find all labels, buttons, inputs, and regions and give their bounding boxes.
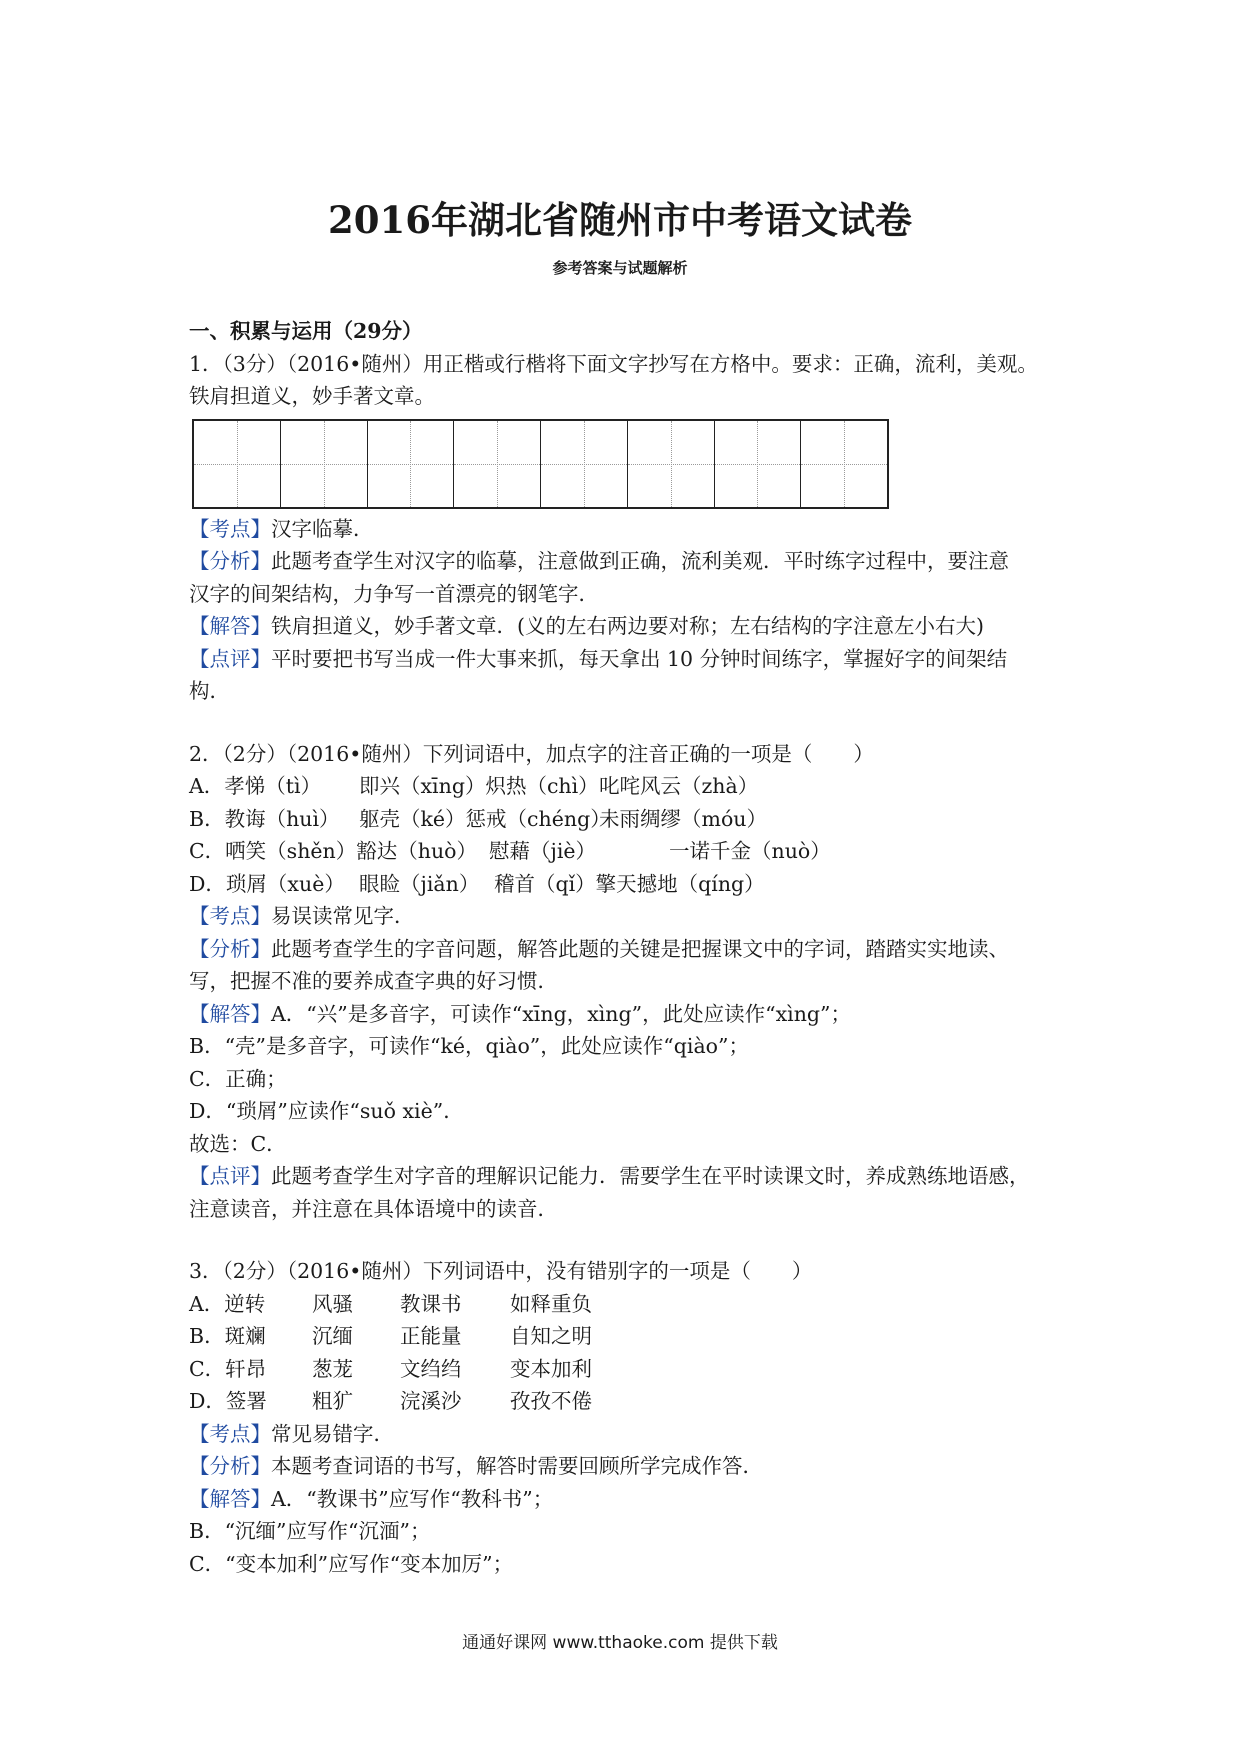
option-part: 一诺千金（nuò） [669,839,831,863]
grid-cell [541,421,628,507]
jieda-text: 铁肩担道义，妙手著文章．(义的左右两边要对称；左右结构的字注意左小右大) [271,614,984,638]
jieda-text: A．“教课书”应写作“教科书”； [271,1486,554,1511]
q3-option-a [189,1288,1069,1321]
option-part: 如释重负 [510,1291,592,1316]
dianping-text: 此题考查学生对字音的理解识记能力．需要学生在平时读课文时，养成熟练地语感， [271,1164,1030,1188]
q2-option-d [189,868,1069,901]
option-part: 沉缅 [312,1324,353,1348]
q2-dianping-cont: 注意读音，并注意在具体语境中的读音． [189,1196,558,1221]
q3-fenxi [189,1450,1069,1483]
option-part: 教课书 [400,1291,462,1316]
jieda-label: 【解答】 [189,1486,271,1511]
option-part: A．孝悌（tì） [189,774,322,798]
q2-fenxi-cont: 写，把握不准的要养成查字典的好习惯． [189,969,558,993]
option-part: D．琐屑（xuè） [189,871,345,896]
q1-fenxi [189,545,1069,578]
writing-grid [192,419,889,509]
option-part: 慰藉（jiè） [489,839,597,863]
dianping-label: 【点评】 [189,1164,271,1188]
option-part: 稽首（qǐ）擎天撼地（qíng） [494,871,765,896]
q3-jieda-c: C．“变本加利”应写作“变本加厉”； [189,1551,514,1576]
q3-jieda-b: B．“沉缅”应写作“沉湎”； [189,1519,431,1543]
q2-answer: 故选：C． [189,1131,287,1156]
option-part: 风骚 [312,1291,353,1316]
spacer [189,708,1069,738]
option-part: 未雨绸缪（móu） [599,806,767,831]
grid-cell [628,421,715,507]
q3-option-b [189,1320,1069,1353]
option-part: 即兴（xīng）炽热（chì） [359,774,599,798]
dianping-label: 【点评】 [189,646,271,671]
option-part: 孜孜不倦 [510,1389,592,1413]
grid-cell [715,421,802,507]
grid-cell [454,421,541,507]
q1-copy-text: 铁肩担道义，妙手著文章。 [189,384,435,408]
q2-option-b [189,803,1069,836]
jieda-text: A．“兴”是多音字，可读作“xīng，xìng”，此处应读作“xìng”； [271,1001,852,1026]
kaodian-label: 【考点】 [189,904,271,928]
kaodian-label: 【考点】 [189,516,271,541]
grid-cell [801,421,887,507]
option-part: A．逆转 [189,1291,266,1316]
dianping-text: 平时要把书写当成一件大事来抓，每天拿出 10 分钟时间练字，掌握好字的间架结 [271,646,1008,671]
grid-cell [194,421,281,507]
option-part: 眼睑（jiǎn） [359,871,480,896]
q2-option-c [189,835,1069,868]
kaodian-label: 【考点】 [189,1421,271,1446]
option-part: 浣溪沙 [400,1389,462,1413]
option-part: 叱咤风云（zhà） [599,774,759,798]
option-part: 躯壳（ké）惩戒（chéng） [359,806,611,831]
q1-stem: 1．（3分）（2016•随州）用正楷或行楷将下面文字抄写在方格中。要求：正确，流利，美观。 [189,351,1038,376]
q2-jieda [189,998,1069,1031]
footer-source: 通通好课网 www.tthaoke.com 提供下载 [462,1633,778,1653]
q1-kaodian [189,513,1069,546]
q2-stem: 2．（2分）（2016•随州）下列词语中，加点字的注音正确的一项是（ ） [189,741,874,766]
q3-jieda [189,1483,1069,1516]
option-part: C．哂笑（shěn）豁达（huò） [189,839,477,863]
main-content [189,315,1069,1580]
fenxi-label: 【分析】 [189,936,271,961]
q1-fenxi-cont: 汉字的间架结构，力争写一首漂亮的钢笔字． [189,581,599,606]
page-subtitle: 参考答案与试题解析 [552,259,688,277]
fenxi-text: 此题考查学生的字音问题，解答此题的关键是把握课文中的字词，踏踏实实地读、 [271,936,1009,961]
q1-dianping [189,643,1069,676]
writing-grid-area [192,419,1069,509]
grid-cell [368,421,455,507]
q2-jieda-c: C．正确； [189,1066,287,1091]
option-part: 文绉绉 [400,1356,462,1381]
option-part: 葱茏 [312,1356,353,1381]
option-part: 变本加利 [510,1356,592,1381]
fenxi-label: 【分析】 [189,1454,271,1478]
option-part: B．斑斓 [189,1324,266,1348]
option-part: 正能量 [400,1324,462,1348]
q2-kaodian [189,900,1069,933]
page-title: 2016年湖北省随州市中考语文试卷 [328,198,912,242]
fenxi-text: 此题考查学生对汉字的临摹，注意做到正确，流利美观．平时练字过程中，要注意 [271,549,1009,573]
fenxi-label: 【分析】 [189,549,271,573]
option-part: C．轩昂 [189,1356,267,1381]
option-part: D．签署 [189,1389,267,1413]
q1-jieda [189,610,1069,643]
section-heading: 一、积累与运用（29分） [189,319,423,343]
q3-option-c [189,1353,1069,1386]
q3-stem: 3．（2分）（2016•随州）下列词语中，没有错别字的一项是（ ） [189,1259,813,1283]
fenxi-text: 本题考查词语的书写，解答时需要回顾所学完成作答． [271,1454,763,1478]
q2-jieda-d: D．“琐屑”应读作“suǒ xiè”． [189,1099,464,1123]
option-part: B．教诲（huì） [189,806,340,831]
q3-option-d [189,1385,1069,1418]
jieda-label: 【解答】 [189,1001,271,1026]
jieda-label: 【解答】 [189,614,271,638]
kaodian-text: 易误读常见字． [271,904,415,928]
option-part: 粗犷 [312,1389,353,1413]
kaodian-text: 常见易错字． [271,1421,394,1446]
q1-dianping-cont: 构． [189,679,230,703]
q2-jieda-b: B．“壳”是多音字，可读作“ké，qiào”，此处应读作“qiào”； [189,1034,749,1058]
q3-kaodian [189,1418,1069,1451]
q2-dianping [189,1160,1069,1193]
grid-cell [281,421,368,507]
kaodian-text: 汉字临摹． [271,516,374,541]
q2-fenxi [189,933,1069,966]
spacer [189,1225,1069,1255]
q2-option-a [189,770,1069,803]
option-part: 自知之明 [510,1324,592,1348]
